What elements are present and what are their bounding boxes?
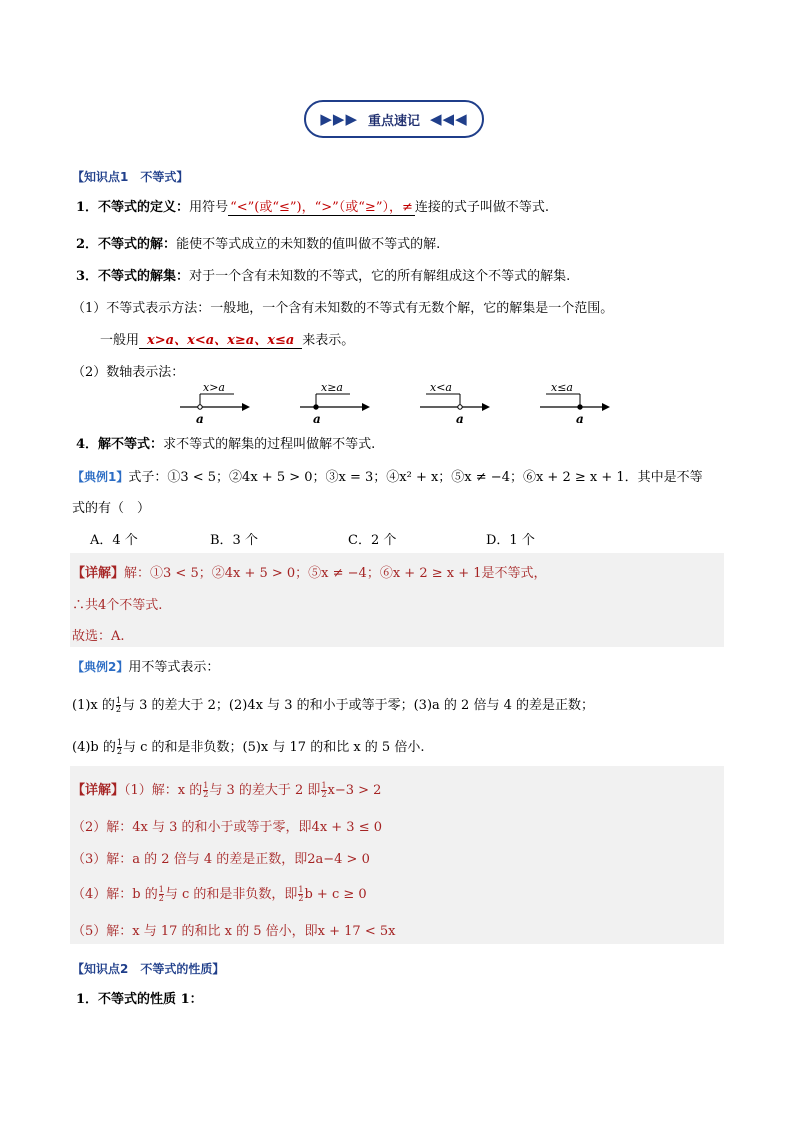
example-2-answer-2: （2）解：4x 与 3 的和小于或等于零，即4x + 3 ≤ 0 [72, 820, 383, 835]
knowledge-point-1-heading: 【知识点1 不等式】 [72, 170, 189, 184]
fraction-denominator: 2 [298, 894, 304, 903]
item-label: 解不等式： [98, 437, 164, 452]
banner-title: 重点速记 [367, 113, 420, 129]
item-text: 求不等式的解集的过程叫做解不等式. [163, 437, 376, 452]
numberline-point: a [196, 412, 204, 426]
question-text: 与 3 的差大于 2；(2)4x 与 3 的和小于或等于零；(3)a 的 2 倍与 4 的差是正数； [121, 698, 594, 713]
item-number: 4． [76, 437, 99, 452]
definition-2 [76, 233, 440, 252]
knowledge-point-2-heading: 【知识点2 不等式的性质】 [72, 962, 225, 976]
left-triangles-icon: ◀◀◀ [430, 110, 468, 128]
numberline-label: x<a [430, 381, 452, 394]
question-text: 用不等式表示： [128, 660, 220, 675]
fraction-half [159, 886, 164, 903]
numberline-ge [300, 381, 370, 426]
fraction-half [116, 697, 121, 714]
item-label: 不等式的定义： [98, 200, 190, 215]
numberline-point: a [313, 412, 321, 426]
question-text: 式子：①3 < 5；②4x + 5 > 0；③x = 3；④x² + x；⑤x ≠ −4；⑥x + 2 ≥ x + 1．其中是不等 [128, 470, 703, 485]
representation-1: （1）不等式表示方法：一般地，一个含有未知数的不等式有无数个解，它的解集是一个范围。 [72, 301, 614, 316]
example-1-answer-line-3: 故选：A. [72, 629, 125, 644]
item-number: 1． [76, 992, 99, 1007]
example-tag: 【典例1】 [72, 470, 129, 484]
numberline-label: x>a [203, 381, 225, 394]
fraction-numerator: 1 [203, 781, 209, 790]
item-text: 能使不等式成立的未知数的值叫做不等式的解. [176, 237, 441, 252]
fraction-denominator: 2 [116, 747, 122, 756]
answer-text: x−3 > 2 [327, 783, 382, 798]
fraction-half [117, 739, 122, 756]
item-label: 不等式的解： [98, 237, 177, 252]
fraction-numerator: 1 [115, 696, 121, 705]
numberline-le [540, 381, 610, 426]
numberline-point: a [456, 412, 464, 426]
example-2-answer-3: （3）解：a 的 2 倍与 4 的差是正数，即2a−4 > 0 [72, 852, 370, 867]
definition-1 [76, 196, 549, 215]
answer-tag: 【详解】 [72, 566, 125, 581]
fraction-numerator: 1 [158, 885, 164, 894]
option-d: D．1 个 [486, 533, 535, 548]
example-2-answer-1 [72, 779, 381, 799]
number-lines [176, 378, 626, 428]
fraction-numerator: 1 [116, 738, 122, 747]
item-text: 对于一个含有未知数的不等式，它的所有解组成这个不等式的解集. [189, 269, 571, 284]
item-label: 不等式的解集： [98, 269, 190, 284]
example-1-question-cont: 式的有（ ） [72, 501, 151, 516]
fraction-denominator: 2 [115, 705, 121, 714]
section-banner [304, 100, 484, 138]
fraction-denominator: 2 [203, 790, 209, 799]
numberline-label: x≥a [321, 381, 343, 394]
fraction-numerator: 1 [298, 885, 304, 894]
representation-1-usage [100, 329, 354, 348]
fraction-numerator: 1 [321, 781, 327, 790]
answer-tag: 【详解】 [72, 783, 125, 798]
numberline-lt [420, 381, 490, 426]
example-2-line-2 [72, 736, 424, 756]
option-a: A．4 个 [90, 533, 138, 548]
fraction-denominator: 2 [158, 894, 164, 903]
answer-text: （4）解：b 的 [72, 887, 158, 902]
question-text: 与 c 的和是非负数；(5)x 与 17 的和比 x 的 5 倍小. [122, 740, 425, 755]
example-tag: 【典例2】 [72, 660, 129, 674]
property-1 [76, 988, 203, 1007]
example-1-answer-line-1 [72, 562, 547, 581]
fraction-denominator: 2 [321, 790, 327, 799]
fraction-half [203, 782, 208, 799]
example-2-answer-5: （5）解：x 与 17 的和比 x 的 5 倍小，即x + 17 < 5x [72, 924, 396, 939]
definition-4 [76, 433, 375, 452]
fraction-half [321, 782, 326, 799]
right-triangles-icon: ▶▶▶ [320, 110, 358, 128]
option-b: B．3 个 [210, 533, 258, 548]
question-text: (4)b 的 [72, 740, 116, 755]
example-1-answer-line-2: ∴共4个不等式. [72, 598, 163, 613]
numberline-gt [180, 381, 250, 426]
item-text: 来表示。 [302, 333, 355, 348]
definition-3 [76, 265, 570, 284]
item-label: 不等式的性质 1： [98, 992, 203, 1007]
example-1-question [72, 466, 703, 485]
numberline-point: a [576, 412, 584, 426]
example-2-answer-4 [72, 883, 367, 903]
answer-text: 与 c 的和是非负数，即 [164, 887, 298, 902]
numberline-label: x≤a [551, 381, 573, 394]
option-c: C．2 个 [348, 533, 397, 548]
answer-text: 解：①3 < 5；②4x + 5 > 0；⑤x ≠ −4；⑥x + 2 ≥ x + 1是不等式， [124, 566, 547, 581]
question-text: (1)x 的 [72, 698, 115, 713]
answer-text: b + c ≥ 0 [304, 887, 367, 902]
representation-2: （2）数轴表示法： [72, 365, 185, 380]
item-text: 连接的式子叫做不等式. [414, 200, 549, 215]
example-2-question [72, 656, 219, 675]
item-number: 2． [76, 237, 99, 252]
answer-text: 与 3 的差大于 2 即 [209, 783, 321, 798]
item-number: 3． [76, 269, 99, 284]
item-text: 用符号 [189, 200, 229, 215]
fill-answer: x>a、x<a、x≥a、x≤a [139, 333, 302, 349]
item-text: 一般用 [100, 333, 140, 348]
item-number: 1． [76, 200, 99, 215]
fraction-half [298, 886, 303, 903]
example-2-line-1 [72, 694, 594, 714]
answer-text: （1）解：x 的 [124, 783, 203, 798]
fill-answer: “<”(或“≤”)，“>”（或“≥”），≠ [230, 200, 413, 215]
